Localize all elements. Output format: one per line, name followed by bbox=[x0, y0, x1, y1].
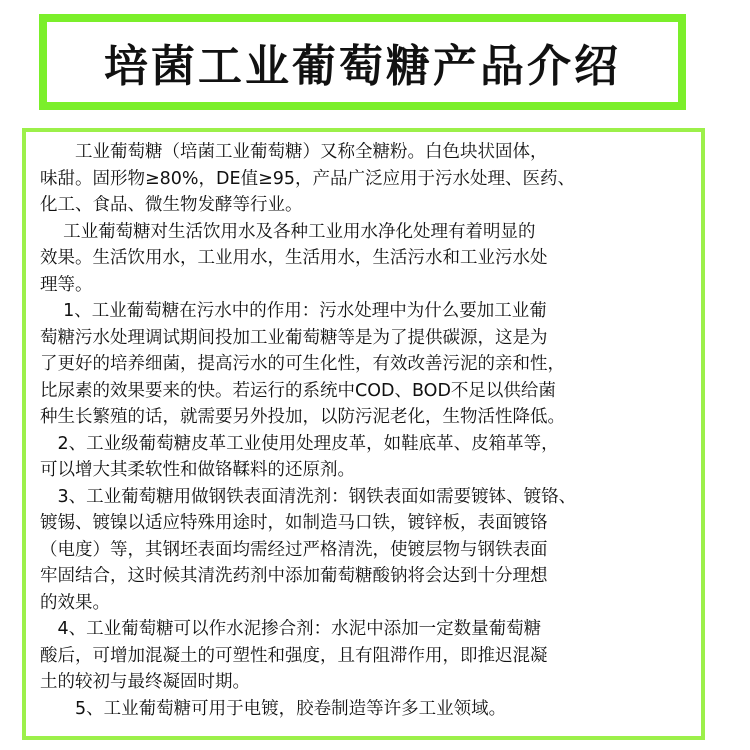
paragraph-cement-admixture bbox=[40, 616, 691, 696]
text-line: 镀锡、镀镍以适应特殊用途时，如制造马口铁，镀锌板，表面镀铬 bbox=[40, 513, 548, 533]
text-line: 1、工业葡萄糖在污水中的作用：污水处理中为什么要加工业葡 bbox=[40, 301, 547, 321]
paragraph-water-treatment bbox=[40, 219, 691, 299]
text-line: 比尿素的效果要来的快。若运行的系统中COD、BOD不足以供给菌 bbox=[40, 380, 556, 401]
paragraph-sewage-use bbox=[40, 298, 691, 431]
text-line: 了更好的培养细菌，提高污水的可生化性，有效改善污泥的亲和性， bbox=[40, 354, 565, 374]
text-line: 牢固结合，这时候其清洗药剂中添加葡萄糖酸钠将会达到十分理想 bbox=[40, 566, 548, 586]
text-line: 的效果。 bbox=[40, 592, 110, 613]
text-line: 工业葡萄糖（培菌工业葡萄糖）又称全糖粉。白色块状固体， bbox=[40, 142, 548, 162]
text-line: 效果。生活饮用水，工业用水，生活用水，生活污水和工业污水处 bbox=[40, 248, 548, 268]
page-title: 培菌工业葡萄糖产品介绍 bbox=[104, 41, 621, 92]
text-line: 味甜。固形物≥80%，DE值≥95，产品广泛应用于污水处理、医药、 bbox=[40, 168, 576, 189]
text-line: 理等。 bbox=[40, 274, 93, 295]
content-panel bbox=[22, 128, 705, 740]
paragraph-intro bbox=[40, 139, 691, 219]
text-line: （电度）等，其钢坯表面均需经过严格清洗，使镀层物与钢铁表面 bbox=[40, 539, 548, 560]
paragraph-electroplating bbox=[40, 696, 691, 723]
text-line: 土的较初与最终凝固时期。 bbox=[40, 672, 250, 692]
title-banner bbox=[39, 14, 686, 110]
text-line: 工业葡萄糖对生活饮用水及各种工业用水净化处理有着明显的 bbox=[40, 221, 536, 242]
text-line: 酸后，可增加混凝土的可塑性和强度，且有阻滞作用，即推迟混凝 bbox=[40, 645, 548, 666]
text-line: 化工、食品、微生物发酵等行业。 bbox=[40, 195, 303, 215]
text-line: 2、工业级葡萄糖皮革工业使用处理皮革，如鞋底革、皮箱革等， bbox=[40, 433, 559, 454]
text-line: 4、工业葡萄糖可以作水泥掺合剂：水泥中添加一定数量葡萄糖 bbox=[40, 619, 542, 639]
text-line: 种生长繁殖的话，就需要另外投加，以防污泥老化，生物活性降低。 bbox=[40, 407, 565, 427]
paragraph-leather-use bbox=[40, 431, 691, 484]
text-line: 3、工业葡萄糖用做钢铁表面清洗剂：钢铁表面如需要镀钵、镀铬、 bbox=[40, 486, 577, 507]
text-line: 5、工业葡萄糖可用于电镀，胶卷制造等许多工业领域。 bbox=[40, 698, 507, 719]
paragraph-steel-cleaning bbox=[40, 484, 691, 617]
text-line: 可以增大其柔软性和做铬鞣料的还原剂。 bbox=[40, 460, 355, 480]
text-line: 萄糖污水处理调试期间投加工业葡萄糖等是为了提供碳源，这是为 bbox=[40, 327, 548, 348]
